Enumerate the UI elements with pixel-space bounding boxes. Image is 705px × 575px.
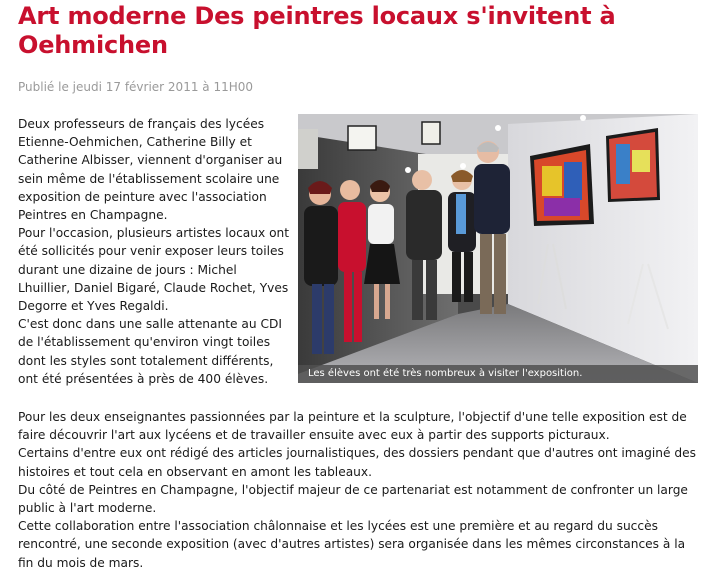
publication-date: Publié le jeudi 17 février 2011 à 11H00 bbox=[18, 80, 254, 94]
paragraph: Certains d'entre eux ont rédigé des articles journalistiques, des dossiers pendant que d'autres ont imaginé des histoires et tout cela en observant en amont les tableaux. bbox=[18, 446, 696, 479]
exhibition-photo-image bbox=[298, 114, 698, 383]
paragraph: Pour l'occasion, plusieurs artistes locaux ont été sollicités pour venir exposer leurs toiles durant une dizaine de jours : Michel Lhuillier, Daniel Bigaré, Claude Rochet, Yves Degorre et Yves Regaldi. bbox=[18, 226, 290, 314]
article-title: Art moderne Des peintres locaux s'invitent à Oehmichen bbox=[18, 2, 616, 59]
article-body-column bbox=[18, 115, 290, 388]
paragraph: Cette collaboration entre l'association châlonnaise et les lycées est une première et au regard du succès rencontré, une seconde exposition (avec d'autres artistes) sera organisée dans les mêmes circonstances à la fin du mois de mars. bbox=[18, 519, 686, 570]
article-photo bbox=[298, 114, 698, 383]
paragraph: Du côté de Peintres en Champagne, l'objectif majeur de ce partenariat est notamment de confronter un large public à l'art moderne. bbox=[18, 482, 688, 516]
paragraph: Pour les deux enseignantes passionnées par la peinture et la sculpture, l'objectif d'une telle exposition est de faire découvrir l'art aux lycéens et de travailler ensuite avec eux à partir des supports picturaux. bbox=[18, 410, 687, 443]
paragraph: C'est donc dans une salle attenante au CDI de l'établissement qu'environ vingt toiles dont les styles sont totalement différents, ont été présentées à près de 400 élèves. bbox=[18, 317, 282, 386]
article-body-wide bbox=[18, 408, 698, 572]
photo-caption: Les élèves ont été très nombreux à visiter l'exposition. bbox=[298, 365, 698, 383]
paragraph: Deux professeurs de français des lycées Etienne-Oehmichen, Catherine Billy et Catherine Albisser, viennent d'organiser au sein même de l'établissement scolaire une exposition de peinture avec l'association Peintres en Champagne. bbox=[18, 117, 283, 223]
